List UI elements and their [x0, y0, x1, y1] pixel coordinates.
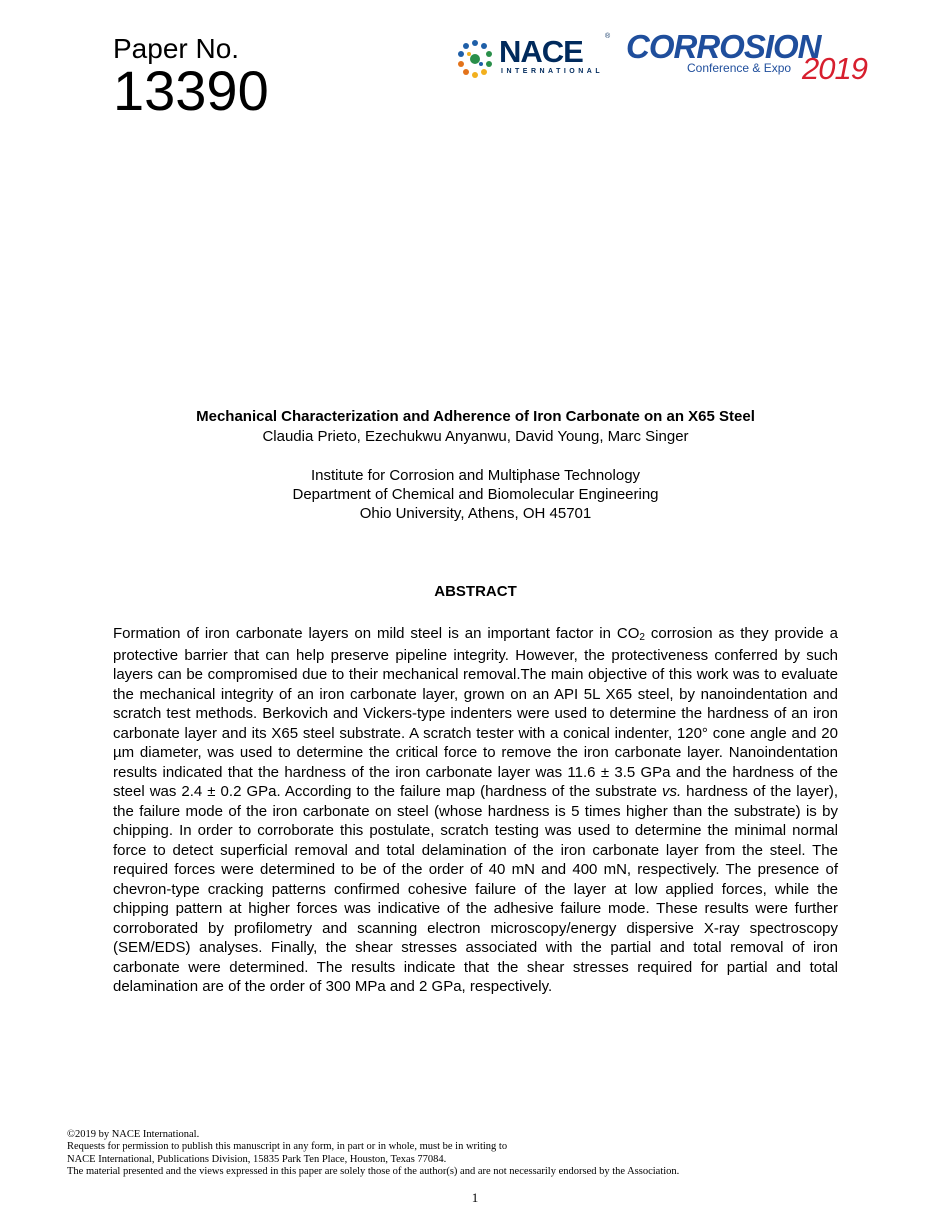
nace-subtitle: INTERNATIONAL	[501, 68, 604, 75]
corrosion-subtitle: Conference & Expo	[687, 61, 792, 75]
abstract-text: corrosion as they provide a protective barrier that can help preserve pipeline integrity. However, the protectiveness conferred by such layers can be compromised due to their mechanical removal.The main objective of this work was to evaluate the mechanical integrity of an iron carbonate layer, grown on an API 5L X65 steel, by nanoindentation and scratch test methods. Berkovich and Vickers-type indenters were used to determine the hardness of an iron carbonate layer and its X65 steel substrate. A scratch tester with a conical indenter, 120° cone angle and 20 µm diameter, was used to determine the critical force to remove the iron carbonate layer. Nanoindentation results indicated that the hardness of the iron carbonate layer was 11.6 ± 3.5 GPa and the hardness of the steel was 2.4 ± 0.2 GPa. According to the failure map (hardness of the substrate	[113, 625, 838, 800]
corrosion-wordmark: CORROSION	[626, 28, 821, 65]
nace-globe-icon	[455, 37, 495, 81]
abstract-subscript: 2	[639, 632, 645, 643]
paper-number: 13390	[113, 59, 269, 122]
affiliation-line: Department of Chemical and Biomolecular Engineering	[292, 486, 659, 503]
corrosion-year: 2019	[802, 51, 867, 86]
abstract-text: Formation of iron carbonate layers on mild steel is an important factor in CO	[113, 625, 640, 642]
paper-label: Paper No.	[113, 33, 240, 64]
abstract-italic: vs.	[661, 783, 682, 800]
abstract-heading: ABSTRACT	[434, 583, 517, 600]
paper-title: Mechanical Characterization and Adherence of Iron Carbonate on an X65 Steel	[196, 408, 755, 425]
corrosion-logo	[626, 30, 886, 86]
footer-line: NACE International, Publications Division, 15835 Park Ten Place, Houston, Texas 77084.	[67, 1153, 447, 1165]
authors: Claudia Prieto, Ezechukwu Anyanwu, David Young, Marc Singer	[262, 428, 689, 445]
affiliation-line: Ohio University, Athens, OH 45701	[359, 505, 592, 522]
abstract-text: hardness of the layer), the failure mode of the iron carbonate on steel (whose hardness is 5 times higher than the substrate) is by chipping. In order to corroborate this postulate, scratch testing was used to determine the minimal normal force to detect superficial removal and total delamination of the iron carbonate layer from the steel. The required forces were determined to be of the order of 40 mN and 400 mN, respectively. The presence of chevron-type cracking patterns confirmed cohesive failure of the layer at low applied forces, while the chipping pattern at higher forces was indicative of the adhesive failure mode. These results were further corroborated by profilometry and scanning electron microscopy/energy dispersive X-ray spectroscopy (SEM/EDS) analyses. Finally, the shear stresses associated with the partial and total removal of iron carbonate were determined. The results indicate that the shear stresses required for partial and total delamination are of the order of 300 MPa and 2 GPa, respectively.	[113, 783, 838, 995]
footer-line: Requests for permission to publish this manuscript in any form, in part or in whole, must be in writing to	[67, 1141, 508, 1153]
copyright-footer	[67, 1129, 887, 1179]
affiliation	[113, 466, 838, 523]
page-number: 1	[471, 1190, 479, 1205]
abstract-body	[113, 624, 838, 997]
footer-line: The material presented and the views expressed in this paper are solely those of the author(s) and are not necessarily endorsed by the Association.	[67, 1166, 680, 1178]
footer-line: ©2019 by NACE International.	[67, 1129, 200, 1140]
nace-logo	[455, 35, 615, 80]
registered-mark: ®	[605, 33, 611, 40]
affiliation-line: Institute for Corrosion and Multiphase Technology	[310, 467, 641, 484]
nace-wordmark: NACE	[499, 34, 583, 69]
